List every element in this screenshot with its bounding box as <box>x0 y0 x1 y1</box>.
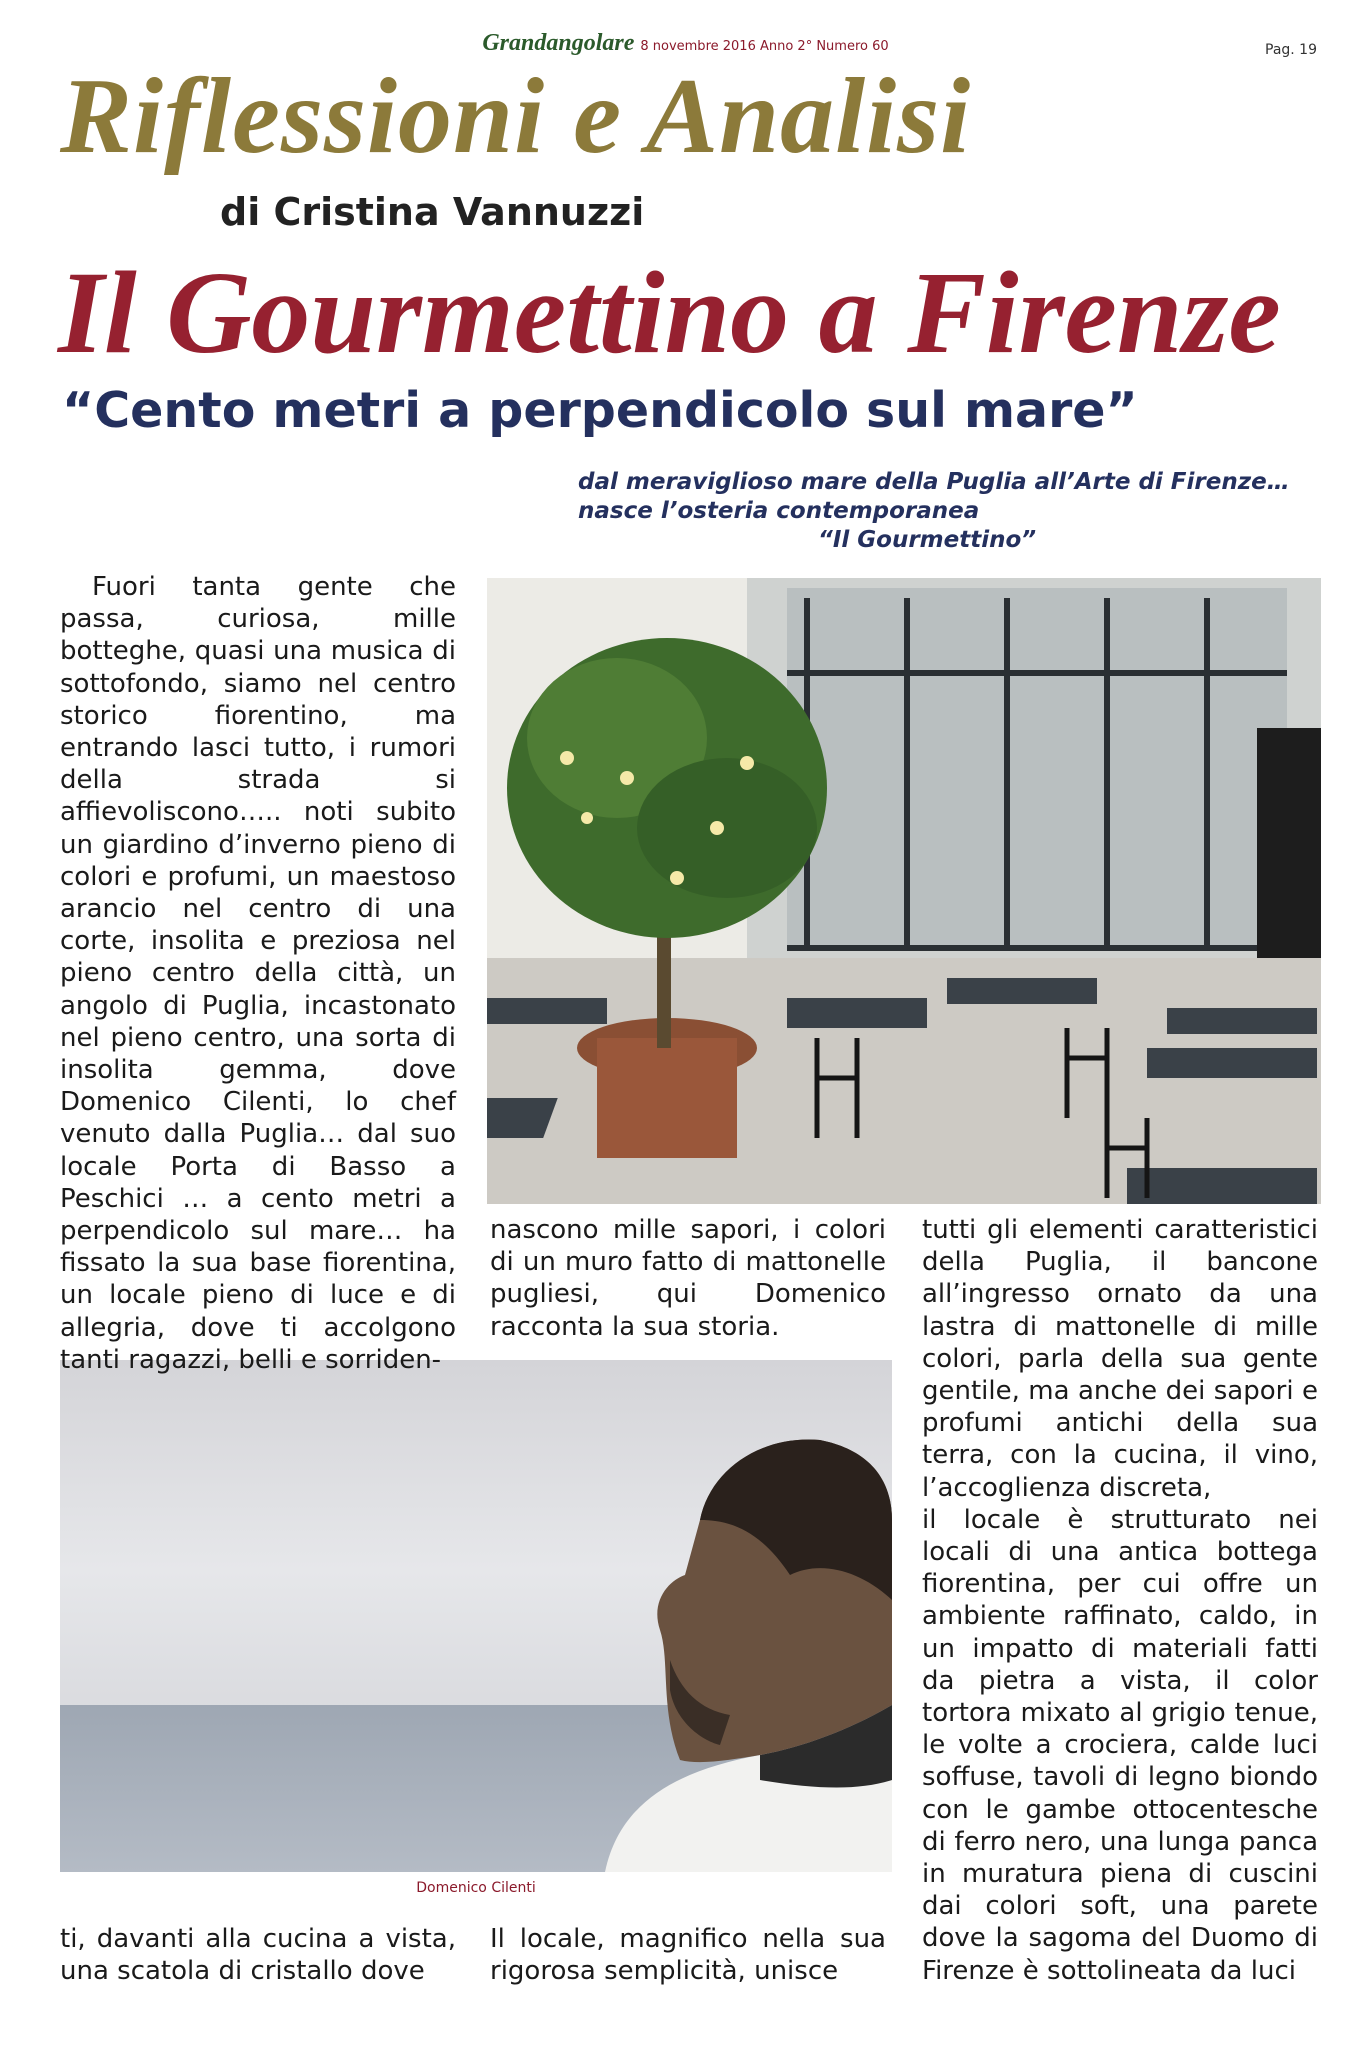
masthead <box>0 30 1371 57</box>
author-byline: di Cristina Vannuzzi <box>220 190 645 234</box>
article-paragraph: tutti gli elementi caratteristici della Puglia, il bancone all’ingresso ornato da una lastra di mattonelle di mille colori, parla della sua gente gentile, ma anche dei sapori e profumi antichi della sua terra, con la cucina, il vino, l’accoglienza discreta, <box>922 1215 1318 1503</box>
article-column-1 <box>60 571 456 1376</box>
article-column-1-continued <box>60 1923 456 1987</box>
article-paragraph: nascono mille sapori, i colori di un muro fatto di mattonelle pugliesi, qui Domenico racconta la sua storia. <box>490 1215 886 1342</box>
article-column-3 <box>922 1214 1318 1987</box>
article-column-2 <box>490 1214 886 1343</box>
article-paragraph: ti, davanti alla cucina a vista, una scatola di cristallo dove <box>60 1924 456 1987</box>
article-paragraph: Il locale, magnifico nella sua rigorosa semplicità, unisce <box>490 1924 886 1987</box>
article-paragraph: il locale è strutturato nei locali di una antica bottega fiorentina, per cui offre un ambiente raffinato, caldo, in un impatto di materiali fatti da pietra a vista, il color tortora mixato al grigio tenue, le volte a crociera, calde luci soffuse, tavoli di legno biondo con le gambe ottocentesche di ferro nero, una lunga panca in muratura piena di cuscini dai colori soft, una parete dove la sagoma del Duomo di Firenze è sottolineata da luci <box>922 1504 1318 1986</box>
lead-line: nasce l’osteria contemporanea <box>578 498 980 524</box>
restaurant-illustration <box>487 578 1321 1204</box>
newspaper-name: Grandangolare <box>482 30 635 56</box>
photo-caption: Domenico Cilenti <box>416 1880 536 1896</box>
restaurant-courtyard-photo <box>487 578 1321 1204</box>
issue-info: 8 novembre 2016 Anno 2° Numero 60 <box>640 39 889 54</box>
article-column-2-continued <box>490 1923 886 1987</box>
section-title: Riflessioni e Analisi <box>60 57 972 176</box>
lead-line: “Il Gourmettino” <box>818 527 1037 553</box>
chef-portrait-photo <box>60 1360 892 1872</box>
page-number: Pag. 19 <box>1265 42 1317 58</box>
article-title: Il Gourmettino a Firenze <box>58 247 1281 378</box>
article-paragraph: Fuori tanta gente che passa, curiosa, mille botteghe, quasi una musica di sottofondo, siamo nel centro storico fiorentino, ma entrando lasci tutto, i rumori della strada si affievoliscono….. noti subito un giardino d’inverno pieno di colori e profumi, un maestoso arancio nel centro di una corte, insolita e preziosa nel pieno centro della città, un angolo di Puglia, incastonato nel pieno centro, una sorta di insolita gemma, dove Domenico Cilenti, lo chef venuto dalla Puglia… dal suo locale Porta di Basso a Peschici … a cento metri a perpendicolo sul mare… ha fissato la sua base fiorentina, un locale pieno di luce e di allegria, dove ti accolgono tanti ragazzi, belli e sorriden- <box>60 572 456 1375</box>
lead-paragraph <box>578 468 1290 555</box>
article-subtitle: “Cento metri a perpendicolo sul mare” <box>62 382 1138 439</box>
chef-illustration <box>60 1360 892 1872</box>
lead-line: dal meraviglioso mare della Puglia all’Arte di Firenze… <box>578 469 1290 495</box>
